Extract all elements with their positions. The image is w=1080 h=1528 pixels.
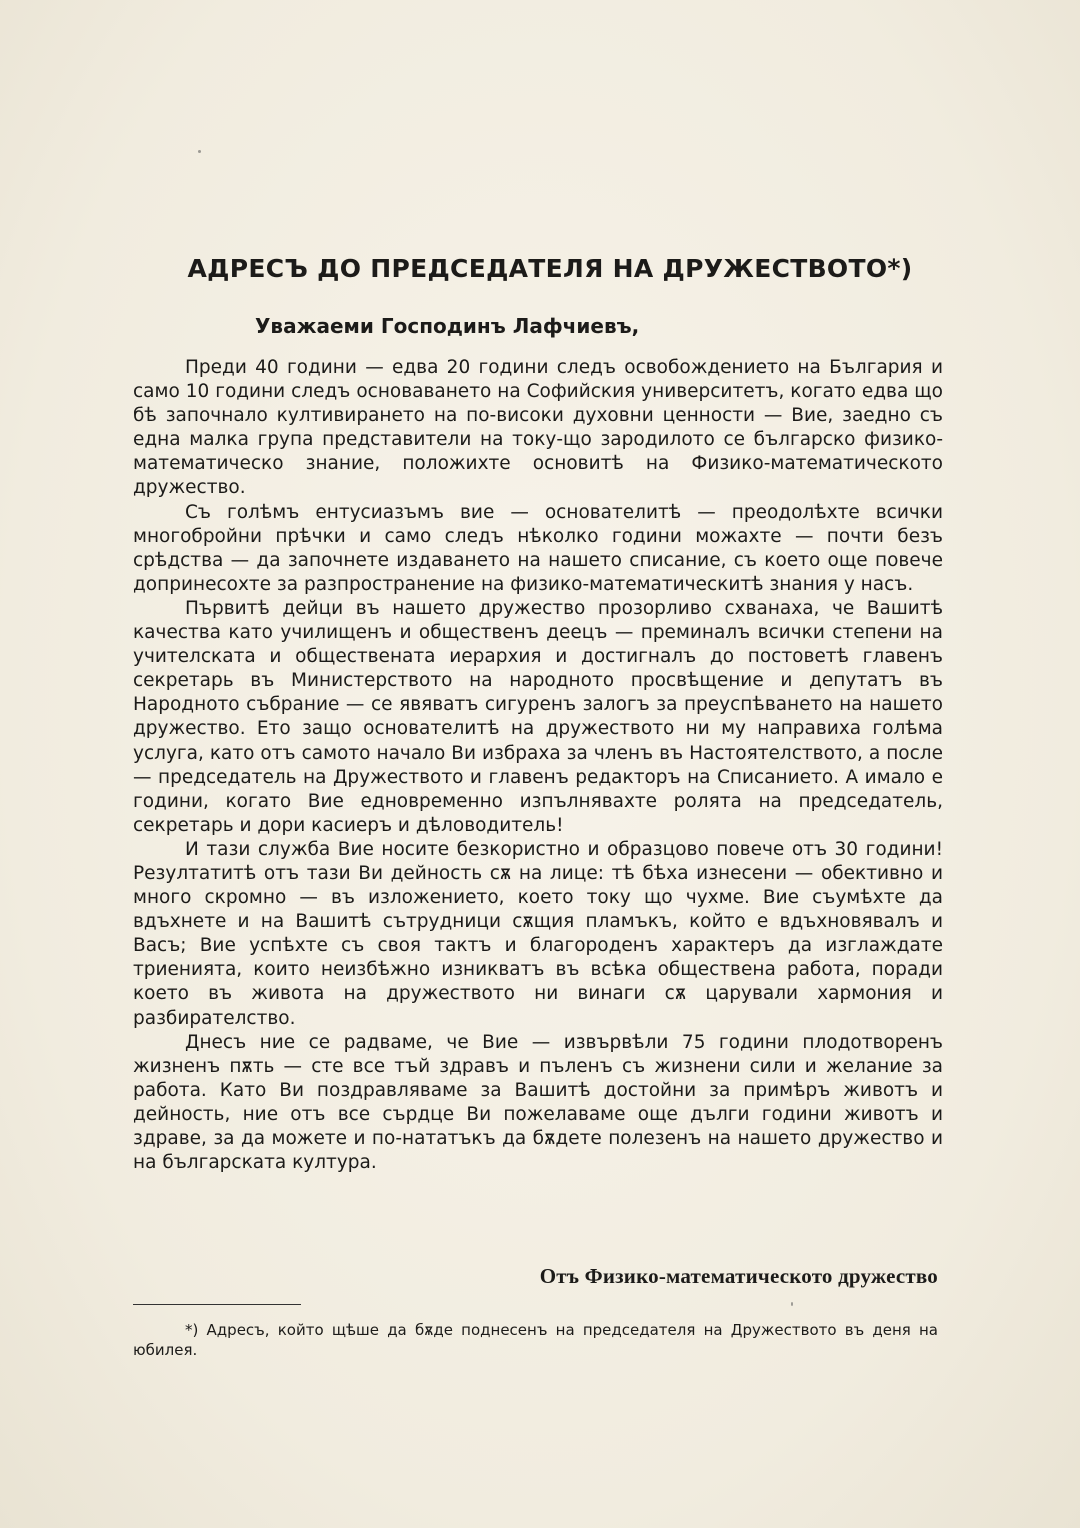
document-title: АДРЕСЪ ДО ПРЕДСЕДАТЕЛЯ НА ДРУЖЕСТВОТО*) [187, 254, 913, 283]
paragraph-2: Съ голѣмъ ентусиазъмъ вие — основателитѣ — преодолѣхте всички многобройни прѣчки и само следъ нѣколко години можахте — почти безъ срѣдства — да започнете издаването на нашето списание, съ което още повече допринесохте за разпространение на физико-математическитѣ знания у насъ. [133, 501, 943, 595]
paper-speck [198, 150, 201, 153]
footnote: *) Адресъ, който щѣше да бѫде поднесенъ на председателя на Дружеството въ деня на юбилея. [133, 1321, 938, 1359]
paragraph-3: Първитѣ дейци въ нашето дружество прозорливо схванаха, че Вашитѣ качества като училищенъ и общественъ деецъ — преминалъ всички степени на учителската и обществената иерархия и достигналъ до постоветѣ главенъ секретарь въ Министерството на народното просвѣщение и депутатъ въ Народното събрание — се явяватъ сигуренъ залогъ за преуспѣването на нашето дружество. Ето защо основателитѣ на дружеството ни му направиха голѣма услуга, като отъ самото начало Ви избраха за членъ въ Настоятелството, а после — председатель на Дружеството и главенъ редакторъ на Списанието. А имало е години, когато Вие едновременно изпълнявахте ролята на председатель, секретарь и дори касиеръ и дѣловодитель! [133, 597, 943, 836]
paragraph-1: Преди 40 години — едва 20 години следъ освобождението на България и само 10 години следъ основаването на Софийския университетъ, когато едва що бѣ започнало култивирането на по-високи духовни ценности — Вие, заедно съ една малка група представители на току-що зародилото се българско физико-математическо знание, положихте основитѣ на Физико-математическото дружество. [133, 357, 943, 499]
paragraph-5: Днесъ ние се радваме, че Вие — извървѣли 75 години плодотворенъ жизненъ пѫть — сте все тъй здравъ и пъленъ съ жизнени сили и желание за работа. Като Ви поздравляваме за Вашитѣ достойни за примѣръ животъ и дейность, ние отъ все сърдце Ви пожелаваме още дълги години животъ и здраве, за да можете и по-нататъкъ да бѫдете полезенъ на нашето дружество и на българската култура. [133, 1031, 943, 1174]
footnote-divider [133, 1304, 301, 1305]
paragraph-4: И тази служба Вие носите безкористно и образцово повече отъ 30 години! Резултатитѣ отъ тази Ви дейность сѫ на лице: тѣ бѣха изнесени — обективно и много скромно — въ изложението, което току що чухме. Вие съумѣхте да вдъхнете и на Вашитѣ сътрудници сѫщия пламъкъ, който е вдъхновявалъ и Васъ; Вие успѣхте съ своя тактъ и благороденъ характеръ да изглаждате триенията, които неизбѣжно изникватъ въ всѣка обществена работа, поради което въ живота на дружеството ни винаги сѫ царували хармония и разбирателство. [133, 838, 943, 1029]
paper-speck [791, 1302, 793, 1306]
salutation: Уважаеми Господинъ Лафчиевъ, [255, 314, 640, 338]
letter-body [133, 356, 943, 1175]
signature: Отъ Физико-математическото дружество [539, 1264, 938, 1288]
